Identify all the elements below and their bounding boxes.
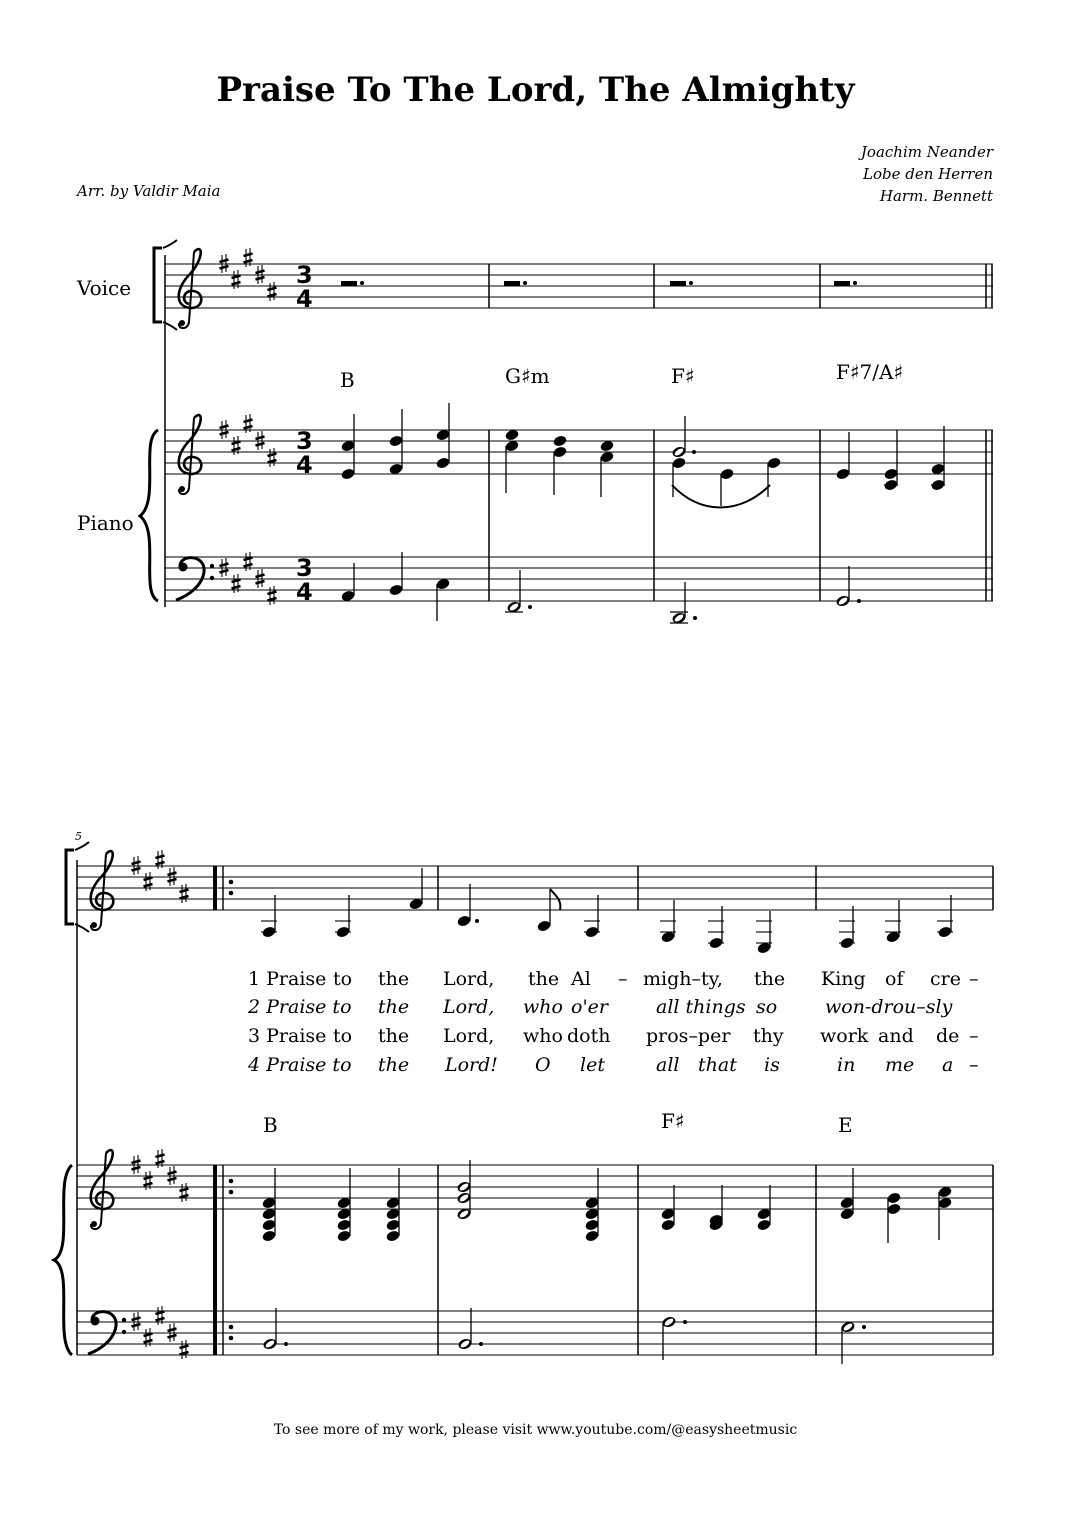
chord-symbol: F♯7/A♯ bbox=[836, 360, 904, 384]
lyric-syllable: to bbox=[333, 1025, 353, 1047]
lyric-syllable: Lord, bbox=[443, 1025, 495, 1047]
lyric-syllable: Lord, bbox=[443, 996, 495, 1018]
lyric-syllable: King bbox=[821, 968, 866, 990]
piano-treble-measure-4 bbox=[835, 426, 945, 492]
lyric-syllable: the bbox=[754, 968, 786, 990]
lyric-syllable: is bbox=[764, 1054, 780, 1076]
lyric-syllable: 4 Praise to bbox=[248, 1054, 352, 1076]
lyric-syllable: de bbox=[936, 1025, 960, 1047]
lyric-syllable: 1 Praise bbox=[248, 968, 327, 990]
lyric-syllable: 3 Praise bbox=[248, 1025, 327, 1047]
measure-number: 5 bbox=[75, 830, 82, 843]
lyric-syllable: 2 Praise to bbox=[248, 996, 352, 1018]
svg-text:4: 4 bbox=[296, 451, 313, 479]
time-signature-bottom: 4 bbox=[296, 285, 313, 313]
chord-symbol: E bbox=[838, 1113, 853, 1137]
lyric-syllable: the bbox=[378, 1054, 410, 1076]
lyric-syllable: all things bbox=[656, 996, 746, 1018]
lyric-syllable: a bbox=[942, 1054, 954, 1076]
lyric-syllable: me bbox=[885, 1054, 915, 1076]
lyric-syllable: migh–ty, bbox=[643, 968, 723, 990]
lyric-hyphen: – bbox=[969, 968, 979, 990]
svg-text:3: 3 bbox=[296, 427, 313, 455]
piano-label: Piano bbox=[77, 511, 134, 535]
lyric-hyphen: – bbox=[969, 1025, 979, 1047]
chord-symbol: G♯m bbox=[505, 364, 550, 388]
svg-text:4: 4 bbox=[296, 578, 313, 606]
voice-label: Voice bbox=[77, 276, 132, 300]
lyric-syllable: the bbox=[378, 1025, 410, 1047]
piano-bass-system-2 bbox=[262, 1308, 866, 1364]
lyric-syllable: Lord! bbox=[445, 1054, 498, 1076]
credit-harmony: Harm. Bennett bbox=[879, 187, 993, 205]
arranger-credit: Arr. by Valdir Maia bbox=[77, 182, 221, 200]
chord-symbol: B bbox=[340, 368, 355, 392]
lyric-syllable: who bbox=[523, 1025, 563, 1047]
system-1-staff-lines bbox=[165, 264, 993, 601]
footer-note: To see more of my work, please visit www.youtube.com/@easysheetmusic bbox=[273, 1422, 798, 1438]
lyric-syllable: to bbox=[333, 968, 353, 990]
svg-text:3: 3 bbox=[296, 554, 313, 582]
time-signature-top: 3 bbox=[296, 261, 313, 289]
credit-tune: Lobe den Herren bbox=[863, 165, 993, 183]
lyric-syllable: won-drou–sly bbox=[825, 996, 953, 1018]
lyric-syllable: o'er bbox=[571, 996, 608, 1018]
lyric-syllable: doth bbox=[567, 1025, 611, 1047]
lyric-syllable: and bbox=[878, 1025, 914, 1047]
lyric-syllable: that bbox=[698, 1054, 737, 1076]
lyric-syllable: so bbox=[756, 996, 778, 1018]
lyric-syllable: pros–per bbox=[646, 1025, 731, 1047]
lyric-syllable: Al bbox=[571, 968, 591, 990]
lyric-hyphen: – bbox=[618, 968, 628, 990]
lyric-syllable: the bbox=[528, 968, 560, 990]
lyric-syllable: Lord, bbox=[443, 968, 495, 990]
lyric-hyphen: – bbox=[969, 1054, 979, 1076]
lyric-syllable: O bbox=[535, 1054, 551, 1076]
lyric-syllable: who bbox=[523, 996, 563, 1018]
lyric-syllable: the bbox=[378, 996, 410, 1018]
lyric-syllable: thy bbox=[753, 1025, 784, 1047]
lyric-syllable: cre bbox=[930, 968, 961, 990]
credit-author: Joachim Neander bbox=[860, 143, 993, 161]
lyric-syllable: the bbox=[378, 968, 410, 990]
chord-symbol: B bbox=[263, 1113, 278, 1137]
lyric-syllable: let bbox=[580, 1054, 605, 1076]
piano-treble-system-2 bbox=[261, 1160, 952, 1243]
voice-melody bbox=[261, 868, 953, 955]
piano-treble-measure-1 bbox=[340, 403, 450, 481]
lyric-syllable: all bbox=[656, 1054, 680, 1076]
lyric-syllable: in bbox=[837, 1054, 856, 1076]
score-title: Praise To The Lord, The Almighty bbox=[216, 70, 855, 110]
chord-symbol: F♯ bbox=[661, 1109, 685, 1133]
piano-bass-system-1 bbox=[340, 552, 861, 625]
lyric-syllable: of bbox=[885, 968, 904, 990]
lyric-syllable: work bbox=[820, 1025, 869, 1047]
chord-symbol: F♯ bbox=[671, 364, 695, 388]
